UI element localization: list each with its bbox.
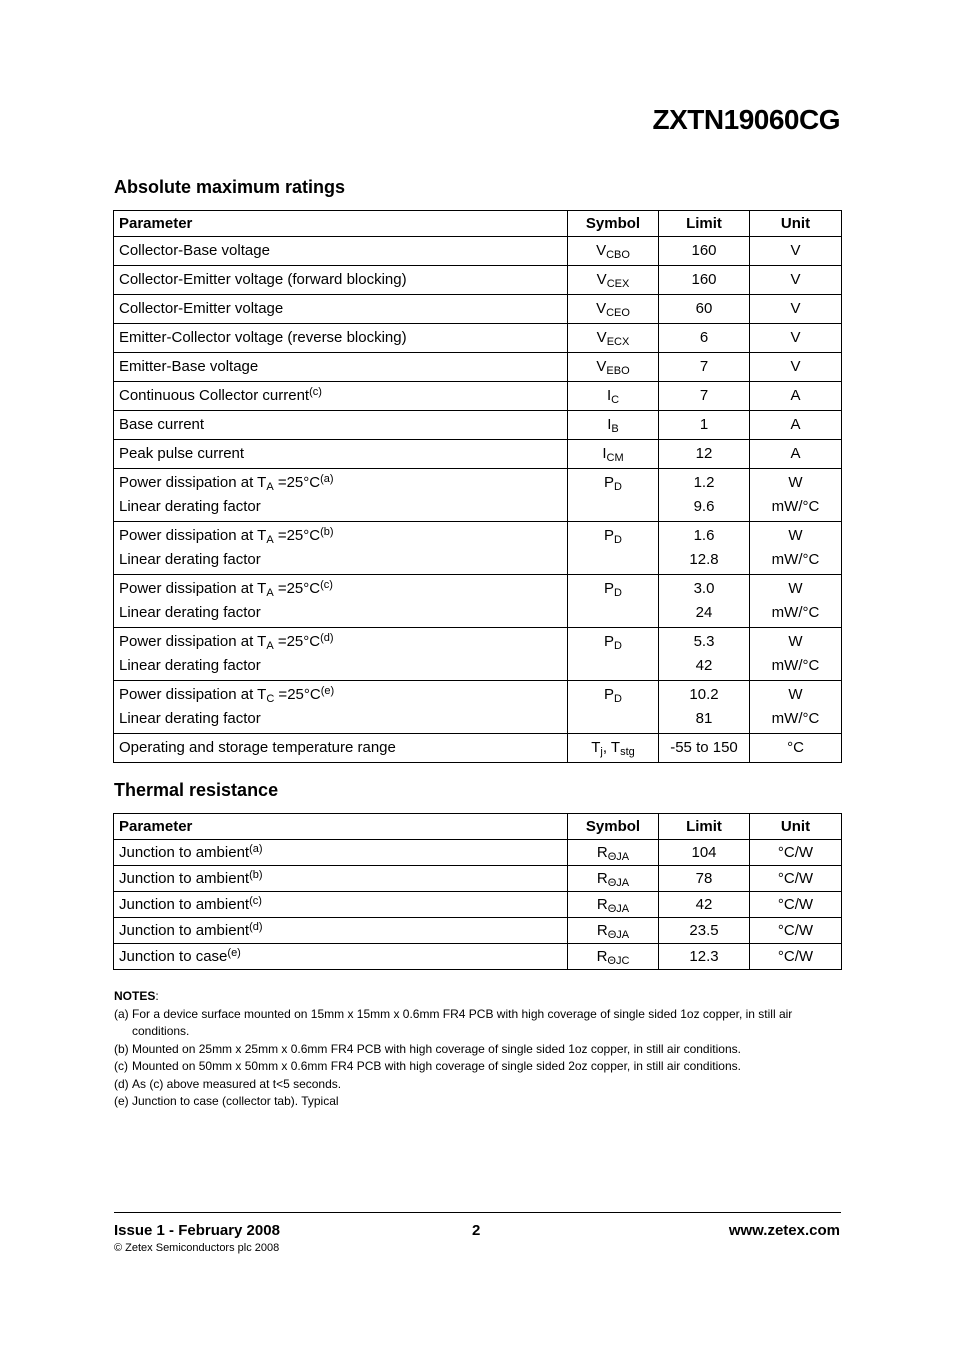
unit-cell: V [750, 266, 842, 295]
column-header-parameter: Parameter [114, 211, 568, 237]
symbol-cell: $V_{EBO}$ [568, 353, 659, 382]
limit-cell: 7 [659, 382, 750, 411]
parameter-cell: Collector-Emitter voltage [114, 295, 568, 324]
column-header-unit: Unit [750, 814, 842, 840]
parameter-cell: Junction to ambient$^{(c)}$ [114, 892, 568, 918]
table-row-power [114, 522, 842, 575]
parameter-cell: Junction to case$^{(e)}$ [114, 944, 568, 970]
parameter-cell: Power dissipation at $T_A =25^\circ C^{(c)}$ Linear derating factor [114, 575, 568, 628]
symbol-cell: $P_D$ [568, 681, 659, 734]
table-row [114, 353, 842, 382]
unit-cell: V [750, 295, 842, 324]
note-item: (c) Mounted on 50mm x 50mm x 0.6mm FR4 PCB with high coverage of single sided 2oz copper, in still air conditions. [114, 1059, 741, 1073]
symbol-cell: $I_B$ [568, 411, 659, 440]
limit-cell: 23.5 [659, 918, 750, 944]
parameter-cell: Power dissipation at $T_A =25^\circ C^{(a)}$ Linear derating factor [114, 469, 568, 522]
limit-cell: 3.0 24 [659, 575, 750, 628]
parameter-cell: Emitter-Base voltage [114, 353, 568, 382]
symbol-cell: $P_D$ [568, 522, 659, 575]
thermal-section-title: Thermal resistance [114, 780, 279, 800]
footer-website-link[interactable]: www.zetex.com [728, 1222, 840, 1239]
parameter-cell: Base current [114, 411, 568, 440]
absolute-max-ratings-table [113, 210, 842, 763]
table-row [114, 440, 842, 469]
parameter-cell: Emitter-Collector voltage (reverse blocking) [114, 324, 568, 353]
parameter-cell: Junction to ambient$^{(a)}$ [114, 840, 568, 866]
unit-cell: °C [750, 734, 842, 763]
limit-cell: 12 [659, 440, 750, 469]
part-number-title: ZXTN19060CG [652, 104, 840, 135]
table-row [114, 266, 842, 295]
symbol-cell: $R_{\Theta JA}$ [568, 918, 659, 944]
notes-section [114, 988, 838, 1111]
symbol-cell: $R_{\Theta JA}$ [568, 840, 659, 866]
table-header-row [114, 814, 842, 840]
unit-cell: A [750, 382, 842, 411]
unit-cell: °C/W [750, 944, 842, 970]
limit-cell: 160 [659, 266, 750, 295]
parameter-cell: Peak pulse current [114, 440, 568, 469]
table-row [114, 840, 842, 866]
symbol-cell: $P_D$ [568, 469, 659, 522]
unit-cell: W mW/°C [750, 522, 842, 575]
note-item: (e) Junction to case (collector tab). Typical [114, 1094, 339, 1108]
unit-cell: °C/W [750, 918, 842, 944]
symbol-cell: $I_{CM}$ [568, 440, 659, 469]
symbol-cell: $P_D$ [568, 575, 659, 628]
limit-cell: 12.3 [659, 944, 750, 970]
symbol-cell: $T_j$, $T_{stg}$ [568, 734, 659, 763]
column-header-symbol: Symbol [568, 211, 659, 237]
parameter-cell: Operating and storage temperature range [114, 734, 568, 763]
table-row [114, 944, 842, 970]
column-header-limit: Limit [659, 814, 750, 840]
column-header-symbol: Symbol [568, 814, 659, 840]
unit-cell: W mW/°C [750, 575, 842, 628]
limit-cell: 1.2 9.6 [659, 469, 750, 522]
column-header-unit: Unit [750, 211, 842, 237]
unit-cell: W mW/°C [750, 469, 842, 522]
unit-cell: V [750, 324, 842, 353]
note-item: (d) As (c) above measured at t<5 seconds. [114, 1076, 342, 1091]
limit-cell: 78 [659, 866, 750, 892]
limit-cell: 1 [659, 411, 750, 440]
unit-cell: °C/W [750, 840, 842, 866]
thermal-resistance-table [113, 813, 842, 970]
table-row [114, 734, 842, 763]
table-row-power [114, 575, 842, 628]
parameter-cell: Power dissipation at $T_A =25^\circ C^{(d)}$ Linear derating factor [114, 628, 568, 681]
table-row-power [114, 681, 842, 734]
table-row-power [114, 469, 842, 522]
table-row [114, 411, 842, 440]
column-header-limit: Limit [659, 211, 750, 237]
footer-page-number: 2 [472, 1222, 481, 1239]
parameter-cell: Collector-Emitter voltage (forward blocking) [114, 266, 568, 295]
limit-cell: 42 [659, 892, 750, 918]
table-row [114, 382, 842, 411]
limit-cell: -55 to 150 [659, 734, 750, 763]
table-row [114, 866, 842, 892]
table-row [114, 892, 842, 918]
symbol-cell: $P_D$ [568, 628, 659, 681]
footer-divider [114, 1212, 841, 1213]
limit-cell: 5.3 42 [659, 628, 750, 681]
symbol-cell: $R_{\Theta JC}$ [568, 944, 659, 970]
limit-cell: 1.6 12.8 [659, 522, 750, 575]
table-row [114, 324, 842, 353]
footer-issue: Issue 1 - February 2008 [114, 1222, 280, 1239]
unit-cell: °C/W [750, 866, 842, 892]
parameter-cell: Power dissipation at $T_C =25^\circ C^{(e)}$ Linear derating factor [114, 681, 568, 734]
unit-cell: A [750, 440, 842, 469]
limit-cell: 160 [659, 237, 750, 266]
table-row [114, 295, 842, 324]
unit-cell: V [750, 353, 842, 382]
symbol-cell: $V_{CBO}$ [568, 237, 659, 266]
symbol-cell: $I_C$ [568, 382, 659, 411]
note-item: (b) Mounted on 25mm x 25mm x 0.6mm FR4 PCB with high coverage of single sided 1oz copper, in still air conditions. [114, 1041, 741, 1056]
note-item: (a) For a device surface mounted on 15mm x 15mm x 0.6mm FR4 PCB with high coverage of single sided 1oz copper, in still air conditions. [114, 1006, 793, 1038]
table-row-power [114, 628, 842, 681]
unit-cell: W mW/°C [750, 628, 842, 681]
notes-heading: NOTES: [114, 989, 159, 1003]
parameter-cell: Power dissipation at $T_A =25^\circ C^{(b)}$ Linear derating factor [114, 522, 568, 575]
symbol-cell: $R_{\Theta JA}$ [568, 866, 659, 892]
symbol-cell: $R_{\Theta JA}$ [568, 892, 659, 918]
unit-cell: V [750, 237, 842, 266]
parameter-cell: Junction to ambient$^{(d)}$ [114, 918, 568, 944]
limit-cell: 10.2 81 [659, 681, 750, 734]
limit-cell: 6 [659, 324, 750, 353]
symbol-cell: $V_{ECX}$ [568, 324, 659, 353]
unit-cell: °C/W [750, 892, 842, 918]
limit-cell: 7 [659, 353, 750, 382]
table-row [114, 237, 842, 266]
symbol-cell: $V_{CEO}$ [568, 295, 659, 324]
table-row [114, 918, 842, 944]
parameter-cell: Junction to ambient$^{(b)}$ [114, 866, 568, 892]
limit-cell: 104 [659, 840, 750, 866]
limit-cell: 60 [659, 295, 750, 324]
parameter-cell: Collector-Base voltage [114, 237, 568, 266]
symbol-cell: $V_{CEX}$ [568, 266, 659, 295]
unit-cell: W mW/°C [750, 681, 842, 734]
ratings-section-title: Absolute maximum ratings [114, 177, 346, 197]
column-header-parameter: Parameter [114, 814, 568, 840]
parameter-cell: Continuous Collector current$^{(c)}$ [114, 382, 568, 411]
unit-cell: A [750, 411, 842, 440]
table-header-row [114, 211, 842, 237]
footer-copyright: © Zetex Semiconductors plc 2008 [114, 1242, 280, 1254]
